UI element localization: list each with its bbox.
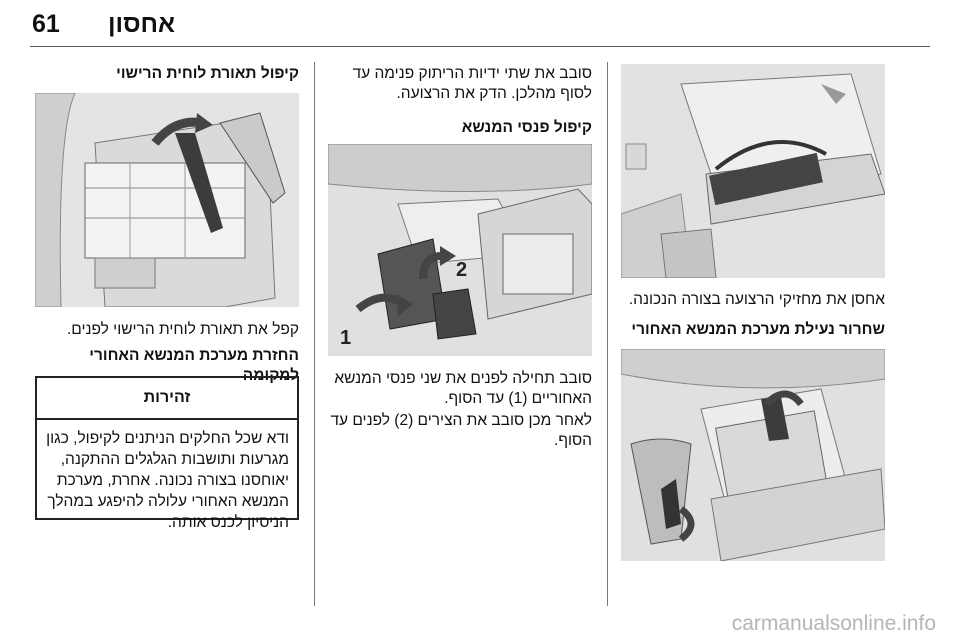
figure-label-2: 2 [456,259,468,281]
warning-box [35,376,299,531]
section-title: אחסון [108,10,176,38]
middle-step2: לאחר מכן סובב את הצירים (2) לפנים עד הסוף. [330,412,592,449]
warning-text: ודא שכל החלקים הניתנים לקיפול, כגון מגרעות ותושבות הגלגלים ההתקנה, יאוחסנו בצורה נכונה. אחרת, מערכת המנשא האחורי עלולה להיפגע במהלך הניסיון לכנס אותה. [46,430,289,531]
right-caption: אחסן את מחזיקי הרצועה בצורה הנכונה. [628,291,885,308]
right-heading: שחרור נעילת מערכת המנשא האחורי [631,321,885,338]
column-divider-left [314,62,315,606]
unlock-carrier-figure [621,349,885,561]
warning-title: זהירות [37,378,297,420]
column-divider-right [607,62,608,606]
watermark: carmanualsonline.info [731,612,936,635]
middle-step1: סובב תחילה לפנים את שני פנסי המנשא האחוריים (1) עד הסוף. [334,370,592,407]
license-light-figure [35,93,299,307]
strap-holder-figure [621,64,885,278]
figure-label-1: 1 [340,327,352,349]
middle-heading: קיפול פנסי המנשא [461,119,592,136]
left-subheading: החזרת מערכת המנשא האחורי למקומה [89,347,299,384]
carrier-lights-figure [328,144,592,356]
middle-intro: סובב את שתי ידיות הריתוק פנימה עד לסוף מהלכן. הדק את הרצועה. [352,65,592,102]
header-rule [30,46,930,47]
left-caption: קפל את תאורת לוחית הרישוי לפנים. [66,321,299,338]
left-heading: קיפול תאורת לוחית הרישוי [116,65,299,82]
page-number: 61 [32,10,60,38]
